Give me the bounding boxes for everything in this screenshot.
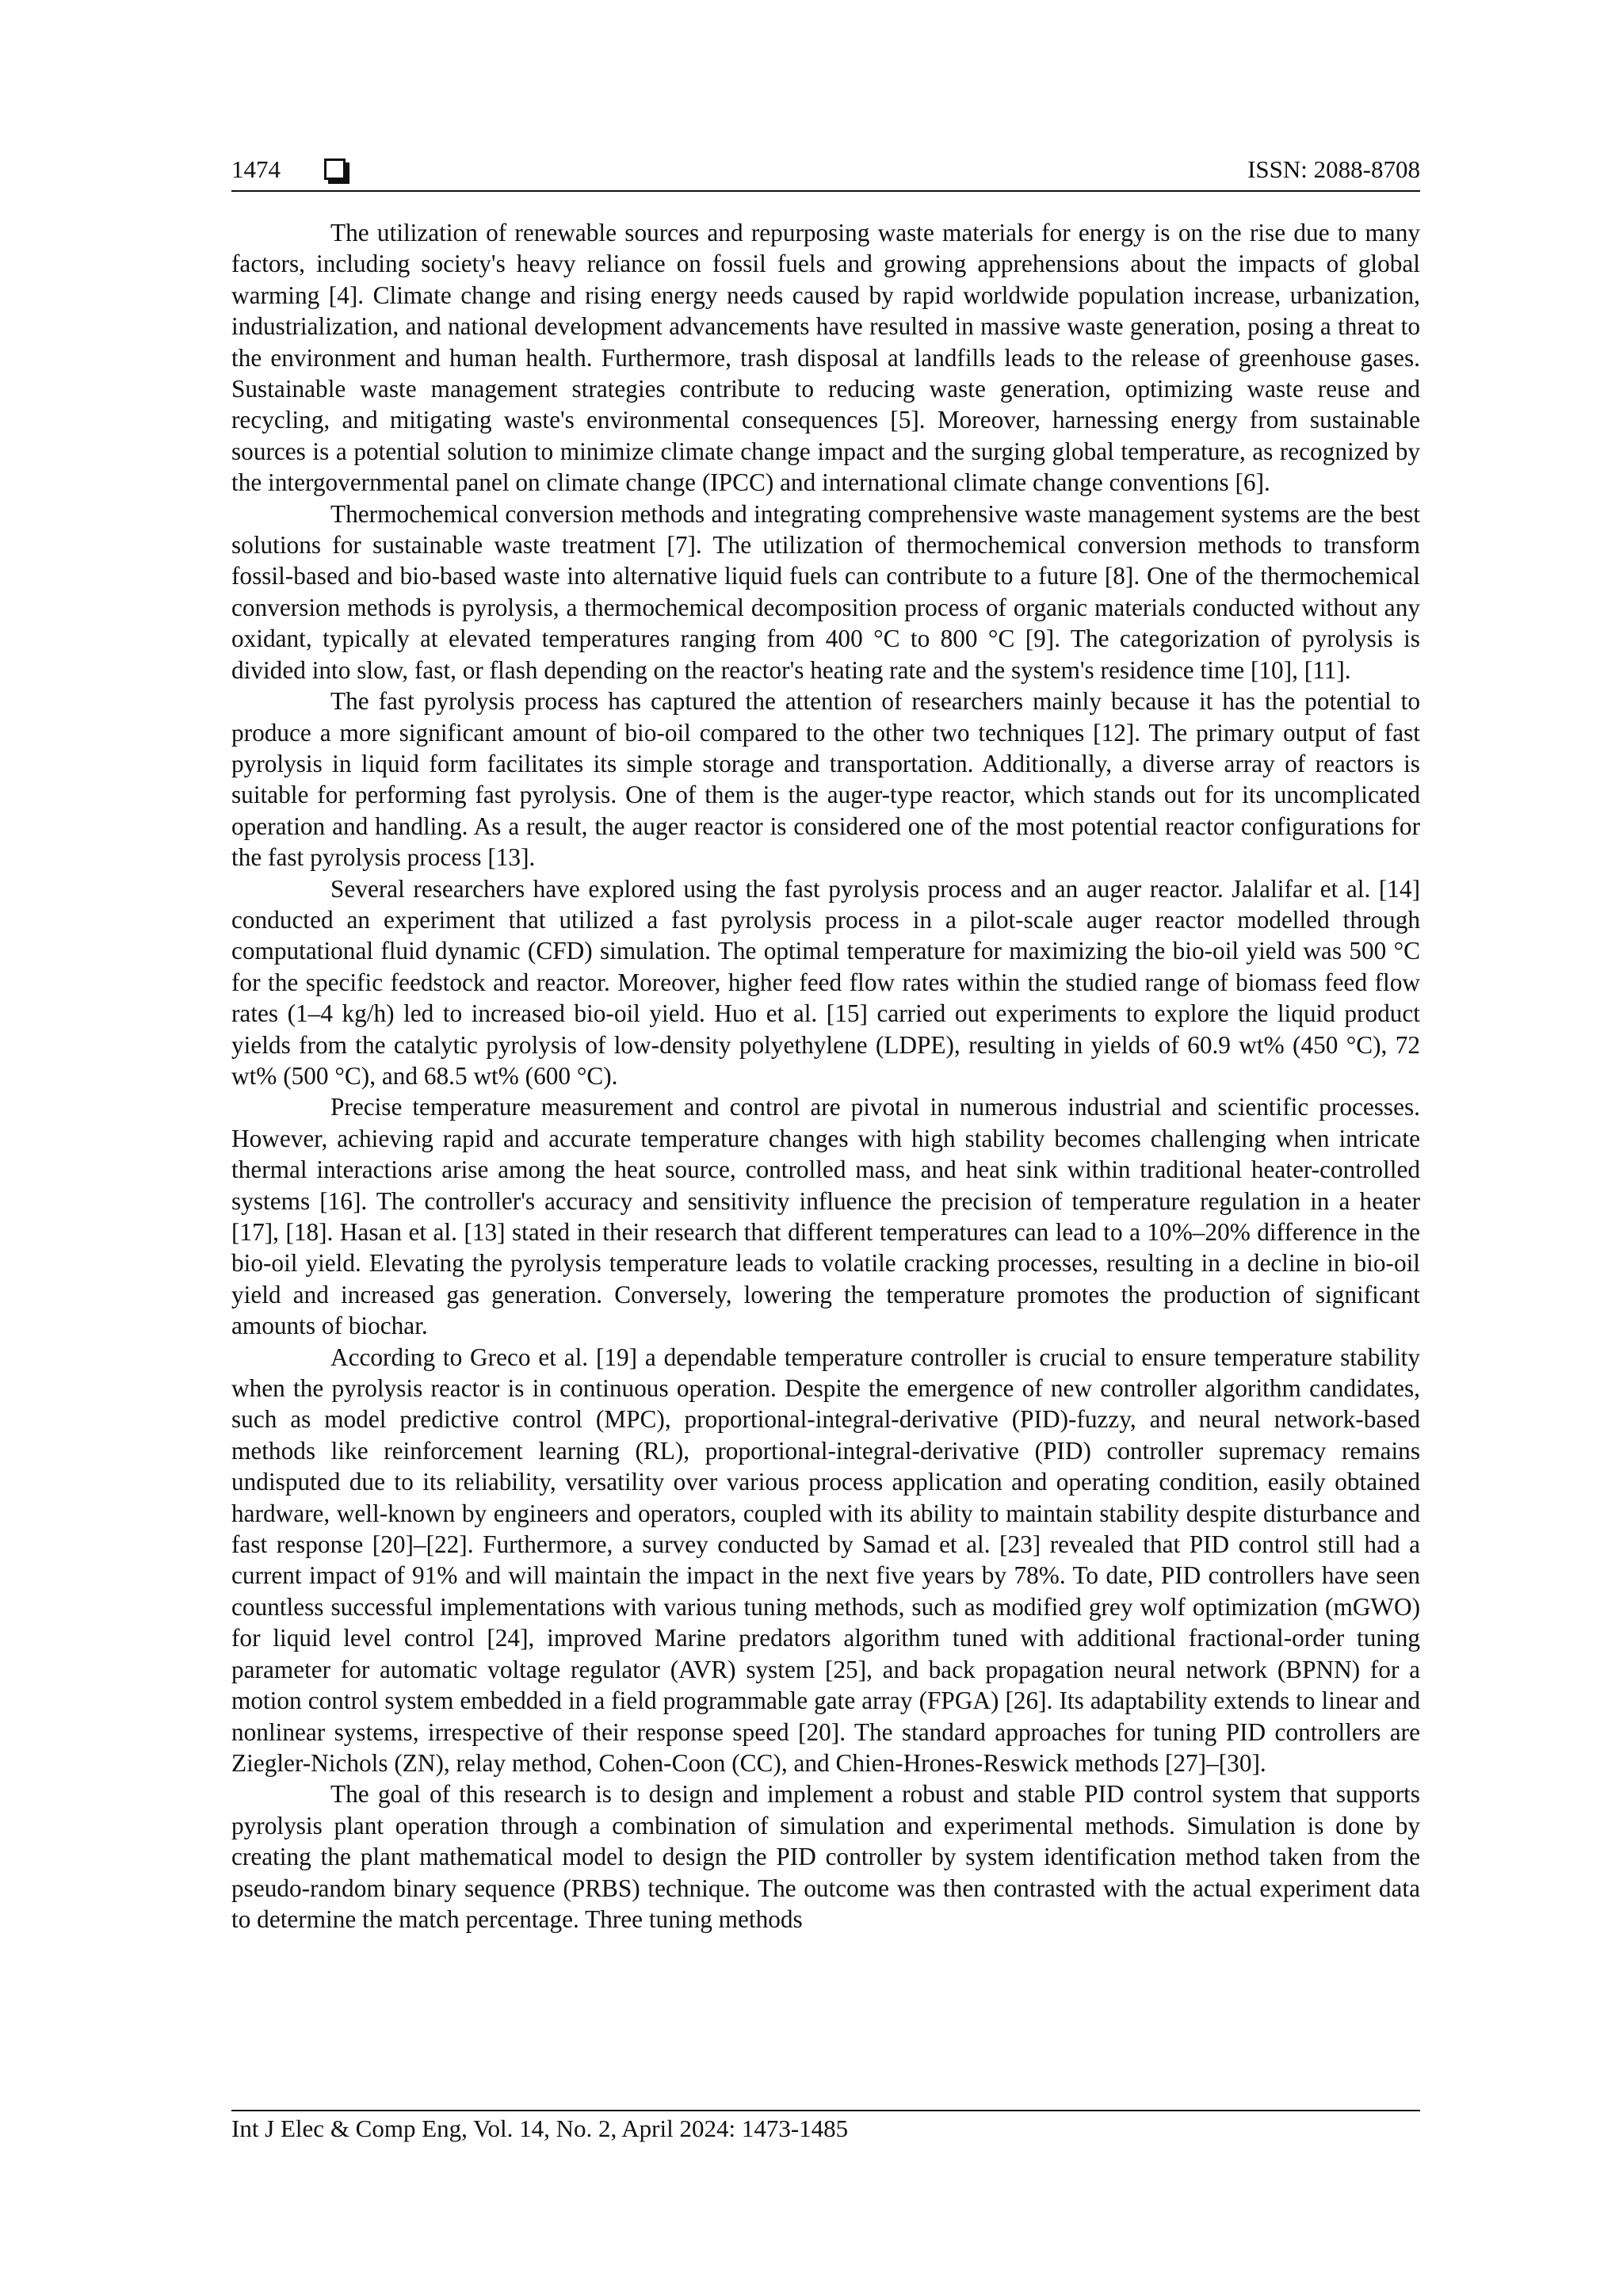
paragraph: Precise temperature measurement and control are pivotal in numerous industrial and scientific processes. However, achieving rapid and accurate temperature changes with high stability becomes challenging when intricate thermal interactions arise among the heat source, controlled mass, and heat sink within traditional heater-controlled systems [16]. The controller's accuracy and sensitivity influence the precision of temperature regulation in a heater [17], [18]. Hasan et al. [13] stated in their research that different temperatures can lead to a 10%–20% difference in the bio-oil yield. Elevating the pyrolysis temperature leads to volatile cracking processes, resulting in a decline in bio-oil yield and increased gas generation. Conversely, lowering the temperature promotes the production of significant amounts of biochar. <box>231 1093 1420 1340</box>
footer-divider <box>231 2110 1420 2111</box>
issn-label: ISSN: 2088-8708 <box>1247 155 1420 183</box>
header-divider <box>231 190 1420 192</box>
page-header <box>231 155 1420 189</box>
square-bullet-icon <box>324 159 346 180</box>
paragraph: The fast pyrolysis process has captured the attention of researchers mainly because it has the potential to produce a more significant amount of bio-oil compared to the other two techniques [12]. The primary output of fast pyrolysis in liquid form facilitates its simple storage and transportation. Additionally, a diverse array of reactors is suitable for performing fast pyrolysis. One of them is the auger-type reactor, which stands out for its uncomplicated operation and handling. As a result, the auger reactor is considered one of the most potential reactor configurations for the fast pyrolysis process [13]. <box>231 687 1420 872</box>
paragraph: According to Greco et al. [19] a dependable temperature controller is crucial to ensure temperature stability when the pyrolysis reactor is in continuous operation. Despite the emergence of new controller algorithm candidates, such as model predictive control (MPC), proportional-integral-derivative (PID)-fuzzy, and neural network-based methods like reinforcement learning (RL), proportional-integral-derivative (PID) controller supremacy remains undisputed due to its reliability, versatility over various process application and operating condition, easily obtained hardware, well-known by engineers and operators, coupled with its ability to maintain stability despite disturbance and fast response [20]–[22]. Furthermore, a survey conducted by Samad et al. [23] revealed that PID control still had a current impact of 91% and will maintain the impact in the next five years by 78%. To date, PID controllers have seen countless successful implementations with various tuning methods, such as modified grey wolf optimization (mGWO) for liquid level control [24], improved Marine predators algorithm tuned with additional fractional-order tuning parameter for automatic voltage regulator (AVR) system [25], and back propagation neural network (BPNN) for a motion control system embedded in a field programmable gate array (FPGA) [26]. Its adaptability extends to linear and nonlinear systems, irrespective of their response speed [20]. The standard approaches for tuning PID controllers are Ziegler-Nichols (ZN), relay method, Cohen-Coon (CC), and Chien-Hrones-Reswick methods [27]–[30]. <box>231 1343 1420 1777</box>
journal-citation: Int J Elec & Comp Eng, Vol. 14, No. 2, April 2024: 1473-1485 <box>231 2115 849 2142</box>
paragraph: Several researchers have explored using the fast pyrolysis process and an auger reactor. Jalalifar et al. [14] conducted an experiment that utilized a fast pyrolysis process in a pilot-scale auger reactor modelled through computational fluid dynamic (CFD) simulation. The optimal temperature for maximizing the bio-oil yield was 500 °C for the specific feedstock and reactor. Moreover, higher feed flow rates within the studied range of biomass feed flow rates (1–4 kg/h) led to increased bio-oil yield. Huo et al. [15] carried out experiments to explore the liquid product yields from the catalytic pyrolysis of low-density polyethylene (LDPE), resulting in yields of 60.9 wt% (450 °C), 72 wt% (500 °C), and 68.5 wt% (600 °C). <box>231 874 1420 1090</box>
article-body <box>231 217 1420 1935</box>
paragraph: Thermochemical conversion methods and integrating comprehensive waste management systems are the best solutions for sustainable waste treatment [7]. The utilization of thermochemical conversion methods to transform fossil-based and bio-based waste into alternative liquid fuels can contribute to a future [8]. One of the thermochemical conversion methods is pyrolysis, a thermochemical decomposition process of organic materials conducted without any oxidant, typically at elevated temperatures ranging from 400 °C to 800 °C [9]. The categorization of pyrolysis is divided into slow, fast, or flash depending on the reactor's heating rate and the system's residence time [10], [11]. <box>231 499 1420 684</box>
paragraph: The utilization of renewable sources and repurposing waste materials for energy is on the rise due to many factors, including society's heavy reliance on fossil fuels and growing apprehensions about the impacts of global warming [4]. Climate change and rising energy needs caused by rapid worldwide population increase, urbanization, industrialization, and national development advancements have resulted in massive waste generation, posing a threat to the environment and human health. Furthermore, trash disposal at landfills leads to the release of greenhouse gases. Sustainable waste management strategies contribute to reducing waste generation, optimizing waste reuse and recycling, and mitigating waste's environmental consequences [5]. Moreover, harnessing energy from sustainable sources is a potential solution to minimize climate change impact and the surging global temperature, as recognized by the intergovernmental panel on climate change (IPCC) and international climate change conventions [6]. <box>231 219 1420 497</box>
paragraph: The goal of this research is to design and implement a robust and stable PID control system that supports pyrolysis plant operation through a combination of simulation and experimental methods. Simulation is done by creating the plant mathematical model to design the PID controller by system identification method taken from the pseudo-random binary sequence (PRBS) technique. The outcome was then contrasted with the actual experiment data to determine the match percentage. Three tuning methods <box>231 1780 1420 1933</box>
page-number: 1474 <box>231 155 281 183</box>
